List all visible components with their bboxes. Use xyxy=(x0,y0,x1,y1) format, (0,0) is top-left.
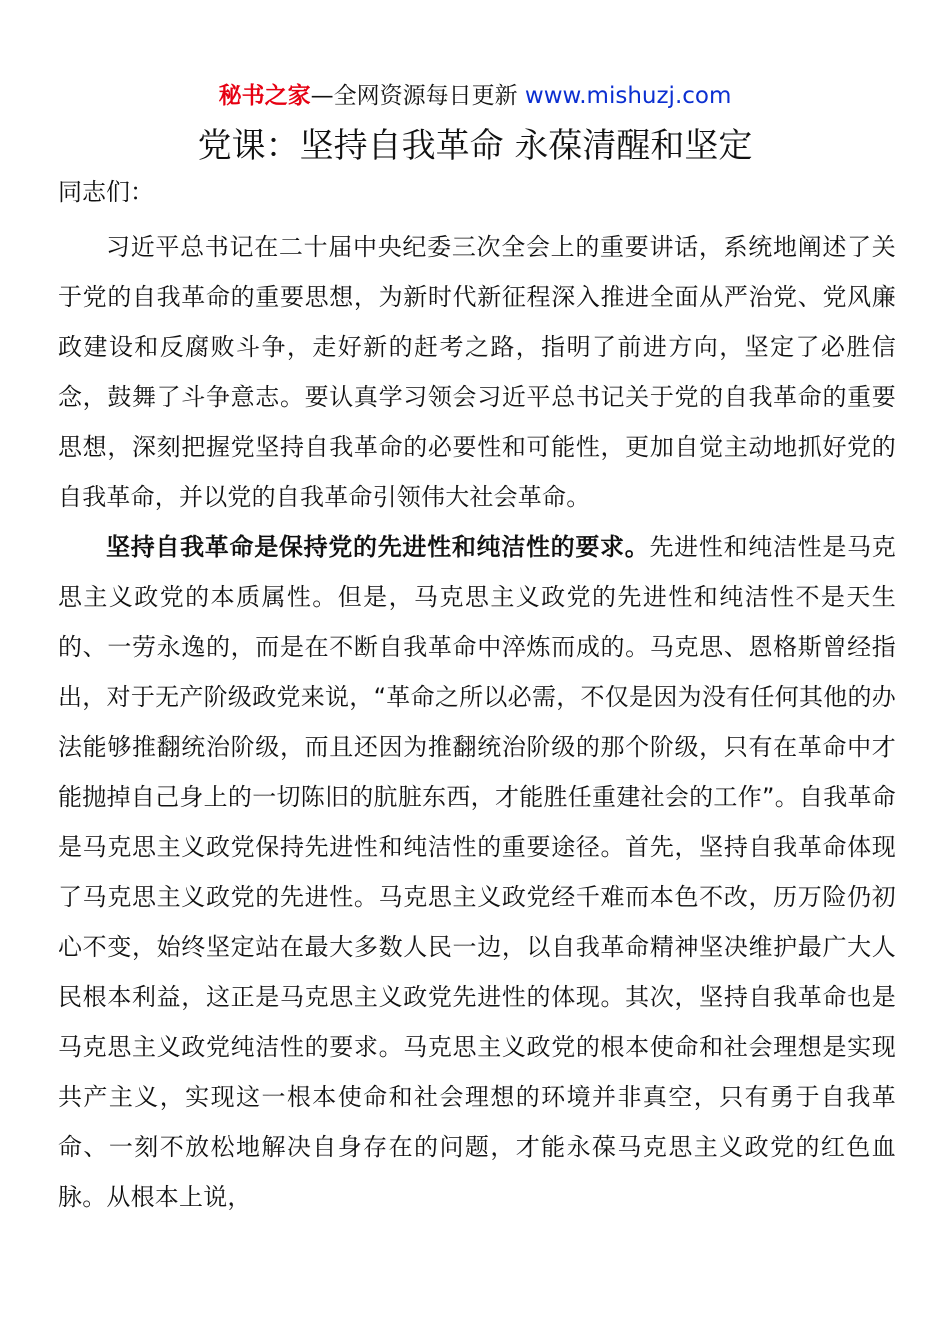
document-title: 党课：坚持自我革命 永葆清醒和坚定 xyxy=(197,126,753,166)
header-dash: — xyxy=(310,83,334,109)
document-body xyxy=(58,222,896,1222)
paragraph-2-lead: 坚持自我革命是保持党的先进性和纯洁性的要求。 xyxy=(106,533,650,561)
paragraph-2-body: 先进性和纯洁性是马克思主义政党的本质属性。但是，马克思主义政党的先进性和纯洁性不是天生的、一劳永逸的，而是在不断自我革命中淬炼而成的。马克思、恩格斯曾经指出，对于无产阶级政党来说，“革命之所以必需，不仅是因为没有任何其他的办法能够推翻统治阶级，而且还因为推翻统治阶级的那个阶级，只有在革命中才能抛掉自己身上的一切陈旧的肮脏东西，才能胜任重建社会的工作”。自我革命是马克思主义政党保持先进性和纯洁性的重要途径。首先，坚持自我革命体现了马克思主义政党的先进性。马克思主义政党经千难而本色不改，历万险仍初心不变，始终坚定站在最大多数人民一边，以自我革命精神坚决维护最广大人民根本利益，这正是马克思主义政党先进性的体现。其次，坚持自我革命也是马克思主义政党纯洁性的要求。马克思主义政党的根本使命和社会理想是实现共产主义，实现这一根本使命和社会理想的环境并非真空，只有勇于自我革命、一刻不放松地解决自身存在的问题，才能永葆马克思主义政党的红色血脉。从根本上说， xyxy=(58,533,896,1211)
site-tagline: 全网资源每日更新 xyxy=(333,83,518,109)
site-header xyxy=(0,80,950,112)
site-url-link[interactable]: www.mishuzj.com xyxy=(524,83,732,109)
paragraph-2 xyxy=(58,522,896,1222)
site-name: 秘书之家 xyxy=(218,83,311,109)
paragraph-1: 习近平总书记在二十届中央纪委三次全会上的重要讲话，系统地阐述了关于党的自我革命的重要思想，为新时代新征程深入推进全面从严治党、党风廉政建设和反腐败斗争，走好新的赶考之路，指明了前进方向，坚定了必胜信念，鼓舞了斗争意志。要认真学习领会习近平总书记关于党的自我革命的重要思想，深刻把握党坚持自我革命的必要性和可能性，更加自觉主动地抓好党的自我革命，并以党的自我革命引领伟大社会革命。 xyxy=(58,233,896,511)
salutation: 同志们： xyxy=(58,178,154,206)
